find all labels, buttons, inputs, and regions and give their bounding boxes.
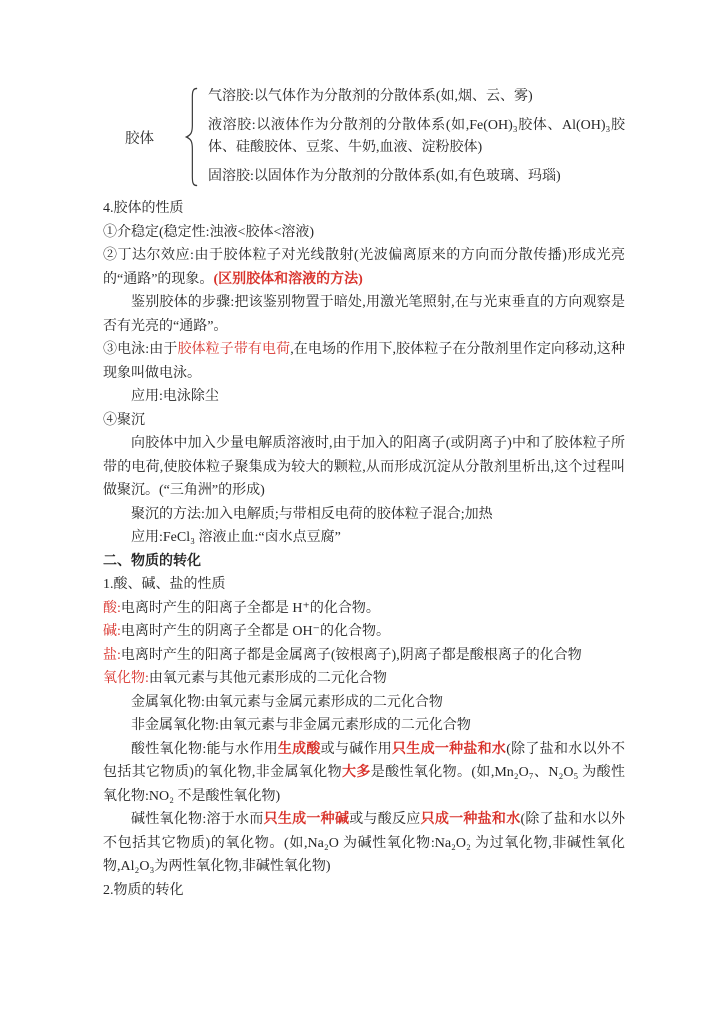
text-run: ④聚沉	[103, 412, 145, 428]
text-run: 盐:	[103, 647, 121, 663]
text-run: 聚沉的方法:加入电解质;与带相反电荷的胶体粒子混合;加热	[131, 506, 493, 522]
paragraph	[103, 691, 625, 715]
paragraph	[103, 714, 625, 738]
paragraph	[103, 432, 625, 503]
paragraph	[103, 550, 625, 574]
paragraph	[103, 409, 625, 433]
text-run: ,在电场的作用下,胶体粒子在分散剂里作定向移动,这种现象叫做电泳。	[103, 342, 626, 381]
paragraph	[103, 667, 625, 691]
text-run: (除了盐和水以外不包括其它物质)的氧化物,非金属氧化物	[103, 741, 626, 780]
text-run: 电离时产生的阳离子都是金属离子(铵根离子),阴离子都是酸根离子的化合物	[120, 647, 582, 663]
text-run: 电离时产生的阴离子全都是 OH⁻的化合物。	[120, 624, 390, 639]
text-run: 酸:	[103, 600, 121, 616]
document-content	[103, 86, 625, 902]
text-run: 电离时产生的阳离子全都是 H⁺的化合物。	[120, 600, 380, 616]
text-run: 金属氧化物:由氧元素与金属元素形成的二元化合物	[131, 694, 443, 710]
colloid-classification-diagram	[103, 86, 625, 188]
paragraph	[103, 620, 625, 644]
text-run: 生成酸	[277, 741, 321, 757]
text-run: 1.酸、碱、盐的性质	[103, 577, 226, 592]
paragraph	[103, 221, 625, 245]
text-run: 应用:FeCl₃ 溶液止血:“卤水点豆腐”	[131, 530, 341, 545]
paragraph	[103, 573, 625, 597]
colloid-label: 胶体	[125, 130, 154, 147]
text-run: 碱:	[103, 624, 121, 639]
text-run: ②丁达尔效应:由于胶体粒子对光线散射(光波偏离原来的方向而分散传播)形成光亮的“通路”的现象。	[103, 248, 625, 287]
paragraph	[103, 879, 625, 903]
text-run: 2.物质的转化	[103, 882, 184, 898]
paragraph	[103, 244, 625, 291]
text-run: 或与酸反应	[349, 812, 421, 827]
text-run: 或与碱作用	[320, 741, 393, 757]
text-run: 应用:电泳除尘	[131, 389, 219, 404]
text-run: 4.胶体的性质	[103, 201, 184, 216]
text-run: 非金属氧化物:由氧元素与非金属元素形成的二元化合物	[131, 718, 471, 733]
text-run: 只生成一种盐和水	[392, 741, 507, 757]
text-run: 液溶胶:以液体作为分散剂的分散体系(如,Fe(OH)₃胶体、Al(OH)₃胶体、硅酸胶体、豆浆、牛奶,血液、淀粉胶体)	[208, 118, 625, 155]
text-run: 大多	[341, 765, 371, 780]
text-run: 二、物质的转化	[103, 553, 201, 569]
colloid-item	[208, 86, 625, 108]
text-run: (区别胶体和溶液的方法)	[213, 271, 363, 287]
text-run: 碱性氧化物:溶于水而	[131, 812, 264, 827]
text-run: 只生成一种碱	[263, 812, 350, 827]
text-run: ③电泳:由于	[103, 342, 178, 357]
colloid-item	[208, 115, 625, 159]
paragraph	[103, 526, 625, 550]
paragraph	[103, 503, 625, 527]
text-run: 由氧元素与其他元素形成的二元化合物	[148, 671, 387, 686]
paragraph	[103, 597, 625, 621]
paragraph	[103, 644, 625, 668]
colloid-items	[208, 86, 625, 188]
text-run: 气溶胶:以气体作为分散剂的分散体系(如,烟、云、雾)	[208, 89, 533, 104]
text-run: 只成一种盐和水	[420, 812, 521, 827]
text-run: (除了盐和水以外不包括其它物质)的氧化物。(如,Na₂O 为碱性氧化物:Na₂O₂ 为过氧化物,非碱性氧化物,Al₂O₃为两性氧化物,非碱性氧化物)	[103, 812, 626, 874]
paragraph	[103, 808, 625, 879]
paragraph	[103, 291, 625, 338]
paragraph	[103, 197, 625, 221]
text-run: 固溶胶:以固体作为分散剂的分散体系(如,有色玻璃、玛瑙)	[208, 169, 561, 184]
text-run: 向胶体中加入少量电解质溶液时,由于加入的阳离子(或阴离子)中和了胶体粒子所带的电荷,使胶体粒子聚集成为较大的颗粒,从而形成沉淀从分散剂里析出,这个过程叫做聚沉。(“三角洲”的形成)	[103, 436, 625, 498]
text-run: 氧化物:	[103, 671, 149, 686]
text-run: 胶体粒子带有电荷	[177, 342, 291, 357]
document-body	[103, 197, 625, 902]
paragraph	[103, 738, 625, 809]
paragraph	[103, 338, 625, 385]
text-run: ①介稳定(稳定性:浊液<胶体<溶液)	[103, 224, 315, 240]
left-curly-brace-icon	[183, 87, 200, 187]
colloid-item	[208, 166, 625, 188]
text-run: 鉴别胶体的步骤:把该鉴别物置于暗处,用激光笔照射,在与光束垂直的方向观察是否有光亮的“通路”。	[103, 295, 625, 334]
text-run: 是酸性氧化物。(如,Mn₂O₇、N₂O₅ 为酸性氧化物:NO₂ 不是酸性氧化物)	[103, 765, 626, 804]
paragraph	[103, 385, 625, 409]
text-run: 酸性氧化物:能与水作用	[131, 741, 278, 757]
